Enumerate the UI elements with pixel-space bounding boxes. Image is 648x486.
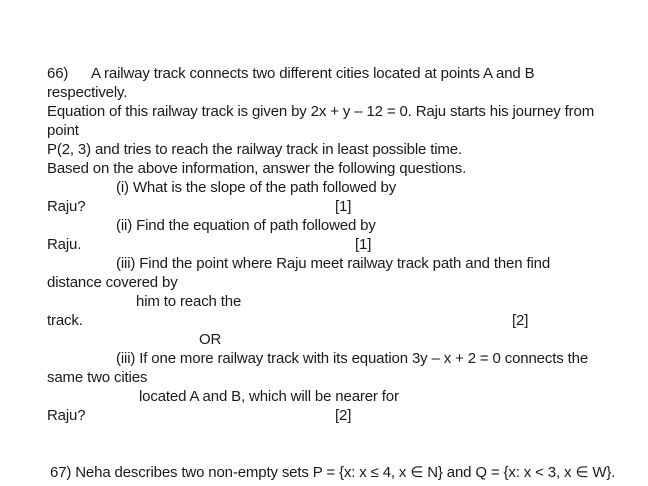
q66-line-2: respectively. — [47, 84, 128, 101]
q66-sub3-marks: [2] — [512, 312, 529, 329]
q66-sub1-marks: [1] — [335, 198, 352, 215]
q66-sub1-text: (i) What is the slope of the path followed by — [116, 179, 397, 196]
q66-sub3-tail: track. — [47, 312, 83, 329]
q66-sub3-alt-cont2: located A and B, which will be nearer for — [139, 388, 399, 405]
or-divider-label: OR — [199, 331, 222, 348]
q66-sub3-cont2: him to reach the — [136, 293, 242, 310]
q66-sub2-marks: [1] — [355, 236, 372, 253]
q66-sub3-alt-tail: Raju? — [47, 407, 86, 424]
q66-line-5: P(2, 3) and tries to reach the railway track in least possible time. — [47, 141, 462, 158]
q66-sub3-cont1: distance covered by — [47, 274, 178, 291]
q66-line-6: Based on the above information, answer the following questions. — [47, 160, 467, 177]
q66-line-1 — [47, 64, 535, 83]
q66-sub3-alt-marks: [2] — [335, 407, 352, 424]
q66-intro: A railway track connects two different cities located at points A and B — [91, 65, 535, 82]
q66-sub3-alt-cont1: same two cities — [47, 369, 148, 386]
q66-sub2-tail: Raju. — [47, 236, 82, 253]
q66-line-4: point — [47, 122, 79, 139]
q66-number: 66) — [47, 65, 69, 82]
q66-sub3-text: (iii) Find the point where Raju meet railway track path and then find — [116, 255, 551, 272]
q67-line-1: 67) Neha describes two non-empty sets P = {x: x ≤ 4, x ∈ N} and Q = {x: x < 3, x ∈ W}. — [50, 464, 616, 481]
q66-sub1-tail: Raju? — [47, 198, 86, 215]
q66-sub3-alt-text: (iii) If one more railway track with its equation 3y – x + 2 = 0 connects the — [116, 350, 589, 367]
q66-sub2-text: (ii) Find the equation of path followed by — [116, 217, 376, 234]
q66-line-3: Equation of this railway track is given by 2x + y – 12 = 0. Raju starts his journey from — [47, 103, 595, 120]
